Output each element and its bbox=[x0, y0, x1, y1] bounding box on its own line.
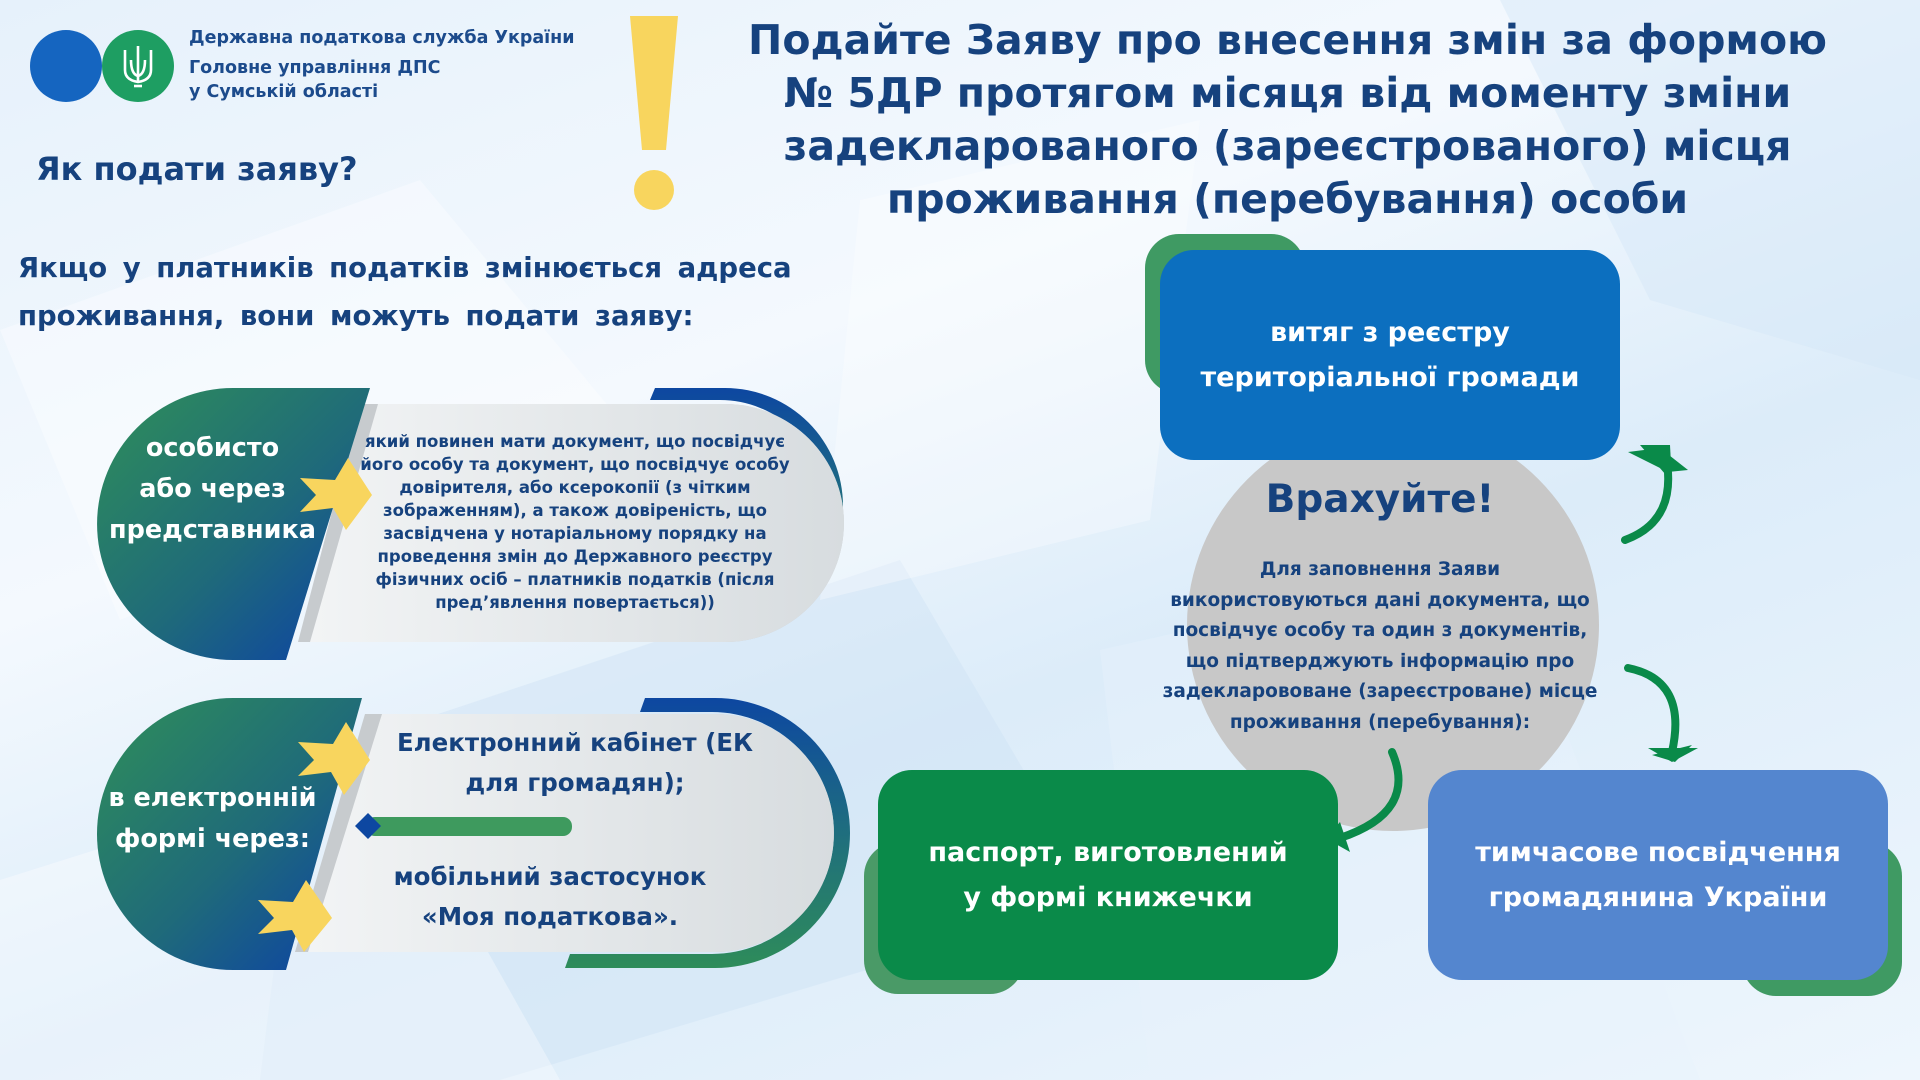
mobile-app-item bbox=[365, 857, 735, 937]
divider-bar bbox=[366, 817, 572, 836]
description-line-4: зображенням), а також довіреність, що bbox=[383, 501, 767, 520]
mobile-app-line-1: мобільний застосунок bbox=[393, 862, 707, 891]
description-line-3: довірителя, або ксерокопії (з чітким bbox=[399, 478, 751, 497]
notice-line-1: Для заповнення Заяви bbox=[1259, 559, 1501, 580]
description-line-1: який повинен мати документ, що посвідчує bbox=[364, 432, 786, 451]
org-line-1: Державна податкова служба України bbox=[189, 28, 575, 48]
registry-extract-line-1: витяг з реєстру bbox=[1270, 317, 1510, 348]
electronic-cabinet-line-2: для громадян); bbox=[465, 768, 685, 797]
description-line-8: пред’явлення повертається)) bbox=[435, 593, 715, 612]
certificate-line-2: громадянина України bbox=[1488, 882, 1828, 913]
description-line-6: проведення змін до Державного реєстру bbox=[377, 547, 773, 566]
intro-line-1: Якщо у платників податків змінюється адреса bbox=[18, 252, 792, 284]
registry-extract-line-2: територіальної громади bbox=[1200, 362, 1580, 393]
intro-line-2: проживання, вони можуть подати заяву: bbox=[18, 300, 694, 332]
option-personal-label-line-1: особисто bbox=[145, 433, 280, 463]
option-personal-label bbox=[100, 428, 325, 551]
notice-line-3: посвідчує особу та один з документів, bbox=[1172, 620, 1588, 641]
notice-line-6: проживання (перебування): bbox=[1229, 711, 1531, 733]
arrow-down-icon bbox=[1628, 668, 1675, 752]
passport-line-2: у формі книжечки bbox=[963, 882, 1253, 913]
option-electronic-label-line-2: формі через: bbox=[115, 824, 310, 854]
org-line-3: у Сумській області bbox=[189, 82, 379, 102]
certificate-line-1: тимчасове посвідчення bbox=[1475, 837, 1841, 868]
description-line-2: його особу та документ, що посвідчує особу bbox=[360, 455, 790, 474]
title-line-3: задекларованого (зареєстрованого) місця bbox=[783, 122, 1792, 170]
document-temporary-certificate-card bbox=[1428, 770, 1888, 980]
description-line-5: засвідчена у нотаріальному порядку на bbox=[383, 524, 767, 543]
title-line-4: проживання (перебування) особи bbox=[886, 175, 1689, 223]
option-personal-label-line-2: або через bbox=[139, 474, 286, 504]
document-passport-booklet-card bbox=[878, 770, 1338, 980]
mobile-app-line-2: «Моя податкова». bbox=[421, 902, 679, 931]
option-personal-description bbox=[358, 430, 792, 614]
electronic-cabinet-line-1: Електронний кабінет (ЕК bbox=[396, 728, 754, 757]
section-subtitle: Як подати заяву? bbox=[36, 150, 358, 188]
description-line-7: фізичних осіб – платників податків (після bbox=[375, 570, 775, 589]
document-registry-extract-card bbox=[1160, 250, 1620, 460]
notice-line-4: що підтверджують інформацію про bbox=[1185, 650, 1575, 672]
notice-title: Врахуйте! bbox=[1265, 477, 1495, 522]
option-personal-label-line-3: представника bbox=[108, 515, 316, 545]
notice-line-5: задекларововане (зареєстроване) місце bbox=[1162, 681, 1598, 702]
option-electronic-label-line-1: в електронній bbox=[108, 783, 317, 813]
electronic-cabinet-item bbox=[385, 723, 765, 803]
notice-line-2: використовуються дані документа, що bbox=[1170, 589, 1590, 611]
option-electronic-label bbox=[100, 778, 325, 860]
notice-text bbox=[1160, 555, 1600, 738]
title-line-1: Подайте Заяву про внесення змін за формою bbox=[748, 16, 1827, 64]
passport-line-1: паспорт, виготовлений bbox=[928, 837, 1288, 868]
title-line-2: № 5ДР протягом місяця від моменту зміни bbox=[783, 69, 1792, 117]
org-line-2: Головне управління ДПС bbox=[189, 58, 441, 78]
